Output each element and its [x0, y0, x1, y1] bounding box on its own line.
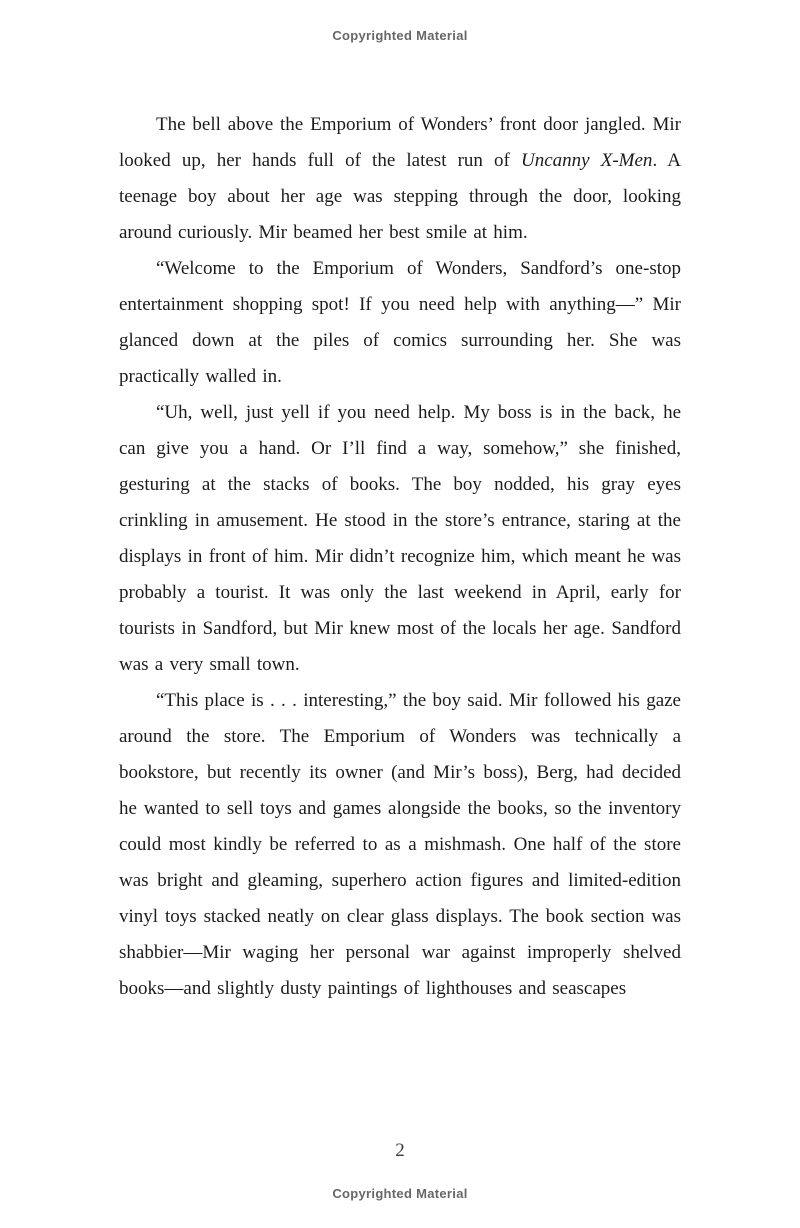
text-segment: . A teenage boy about her age was stepping through the door, looking around curiously. Mir beamed her best smile at him. — [119, 150, 681, 243]
text-segment: “This place is . . . interesting,” the boy said. Mir followed his gaze around the store. The Emporium of Wonders was technically a bookstore, but recently its owner (and Mir’s boss), Berg, had decided he wanted to sell toys and games alongside the books, so the inventory could most kindly be referred to as a mishmash. One half of the store was bright and gleaming, superhero action figures and limited-edition vinyl toys stacked neatly on clear glass displays. The book section was shabbier—Mir waging her personal war against improperly shelved books—and slightly dusty paintings of lighthouses and seascapes — [119, 690, 681, 999]
text-segment: The bell above the Emporium of Wonders’ front door jangled. Mir looked up, her hands full of the latest run of — [119, 114, 681, 171]
text-segment: “Uh, well, just yell if you need help. My boss is in the back, he can give you a hand. Or I’ll find a way, somehow,” she finished, gesturing at the stacks of books. The boy nodded, his gray eyes crinkling in amusement. He stood in the store’s entrance, staring at the displays in front of him. Mir didn’t recognize him, which meant he was probably a tourist. It was only the last weekend in April, early for tourists in Sandford, but Mir knew most of the locals her age. Sandford was a very small town. — [119, 402, 681, 675]
text-segment: “Welcome to the Emporium of Wonders, Sandford’s one-stop entertainment shopping spot! If you need help with anything—” Mir glanced down at the piles of comics surrounding her. She was practically walled in. — [119, 258, 681, 387]
copyright-notice-bottom: Copyrighted Material — [332, 1186, 468, 1201]
paragraph — [119, 107, 681, 251]
copyright-notice-top: Copyrighted Material — [332, 28, 468, 43]
paragraph — [119, 395, 681, 683]
paragraph — [119, 251, 681, 395]
paragraph — [119, 683, 681, 1007]
text-block — [119, 107, 681, 1007]
page-number: 2 — [395, 1140, 405, 1161]
italic-text-segment: Uncanny X-Men — [521, 150, 653, 171]
